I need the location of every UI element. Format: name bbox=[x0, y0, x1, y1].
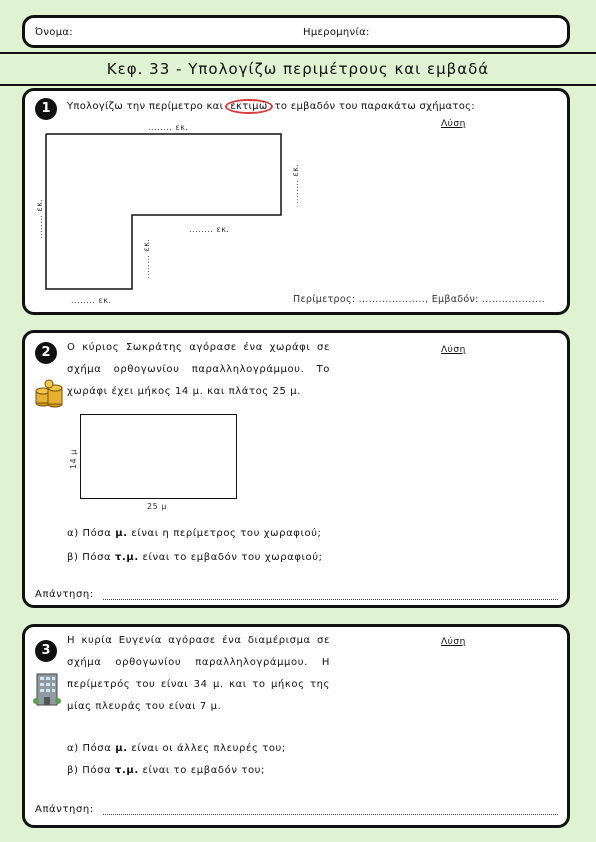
question-text: α) Πόσα bbox=[67, 743, 112, 754]
problem-text-line: Η κυρία Ευγενία αγόρασε ένα διαμέρισμα σε bbox=[67, 635, 330, 646]
solution-label: Λύση bbox=[441, 637, 466, 647]
dim-height: 14 μ bbox=[69, 449, 78, 469]
question-text: είναι η περίμετρος του χωραφιού; bbox=[131, 528, 322, 539]
problem-text-line: σχήμα ορθογωνίου παραλληλογράμμου. Το bbox=[67, 364, 330, 375]
unit-bold: τ.μ. bbox=[115, 552, 139, 563]
question-text: είναι το εμβαδόν του χωραφιού; bbox=[142, 552, 323, 563]
dim-top: ........ εκ. bbox=[148, 123, 189, 132]
apartment-building-icon bbox=[33, 671, 61, 707]
date-label: Ημερομηνία: bbox=[303, 27, 370, 38]
question-text: είναι το εμβαδόν του; bbox=[142, 765, 266, 776]
dim-inner-vertical: ........ εκ. bbox=[142, 238, 151, 279]
question-text: β) Πόσα bbox=[67, 765, 112, 776]
solution-label: Λύση bbox=[441, 345, 466, 355]
exercise-1-card bbox=[22, 88, 570, 315]
exercise-number: 3 bbox=[35, 640, 57, 662]
problem-text-line: μίας πλευράς του είναι 7 μ. bbox=[67, 701, 222, 712]
problem-text-line: σχήμα ορθογωνίου παραλληλογράμμου. Η bbox=[67, 657, 330, 668]
answer-label: Απάντηση: bbox=[35, 804, 94, 815]
problem-text-line: περίμετρός του είναι 34 μ. και το μήκος της bbox=[67, 679, 330, 690]
question-a bbox=[67, 743, 286, 754]
prompt-text: Υπολογίζω την περίμετρο και bbox=[67, 101, 224, 112]
answer-line[interactable] bbox=[103, 599, 558, 600]
dim-left: ........ εκ. bbox=[35, 198, 44, 239]
problem-text-line: χωράφι έχει μήκος 14 μ. και πλάτος 25 μ. bbox=[67, 386, 301, 397]
exercise-number: 1 bbox=[35, 98, 57, 120]
name-label: Όνομα: bbox=[35, 27, 73, 38]
unit-bold: μ. bbox=[115, 743, 128, 754]
dim-width: 25 μ bbox=[147, 502, 167, 511]
highlighted-word: εκτιμώ bbox=[225, 99, 272, 114]
unit-bold: μ. bbox=[115, 528, 128, 539]
exercise-3-card bbox=[22, 624, 570, 828]
prompt-text: το εμβαδόν του παρακάτω σχήματος: bbox=[274, 101, 475, 112]
problem-text-line: Ο κύριος Σωκράτης αγόρασε ένα χωράφι σε bbox=[67, 342, 330, 353]
solution-label: Λύση bbox=[441, 119, 466, 129]
exercise-number: 2 bbox=[35, 342, 57, 364]
question-a bbox=[67, 528, 322, 539]
title-banner bbox=[0, 52, 596, 86]
question-b bbox=[67, 765, 265, 776]
dim-middle: ........ εκ. bbox=[189, 225, 230, 234]
perimeter-area-answer: Περίμετρος: ...................., Εμβαδόν: ................... bbox=[293, 294, 545, 305]
answer-label: Απάντηση: bbox=[35, 589, 94, 600]
coins-icon bbox=[34, 379, 64, 409]
question-text: α) Πόσα bbox=[67, 528, 112, 539]
field-rectangle bbox=[80, 414, 237, 499]
page-title: Κεφ. 33 - Υπολογίζω περιμέτρους και εμβαδά bbox=[106, 60, 490, 78]
dim-bottom: ........ εκ. bbox=[71, 296, 112, 305]
question-text: είναι οι άλλες πλευρές του; bbox=[131, 743, 286, 754]
dim-right: ........ εκ. bbox=[291, 163, 300, 204]
question-text: β) Πόσα bbox=[67, 552, 112, 563]
answer-line[interactable] bbox=[103, 814, 558, 815]
exercise-2-card bbox=[22, 330, 570, 608]
header-card bbox=[22, 15, 570, 48]
question-b bbox=[67, 552, 323, 563]
unit-bold: τ.μ. bbox=[115, 765, 139, 776]
